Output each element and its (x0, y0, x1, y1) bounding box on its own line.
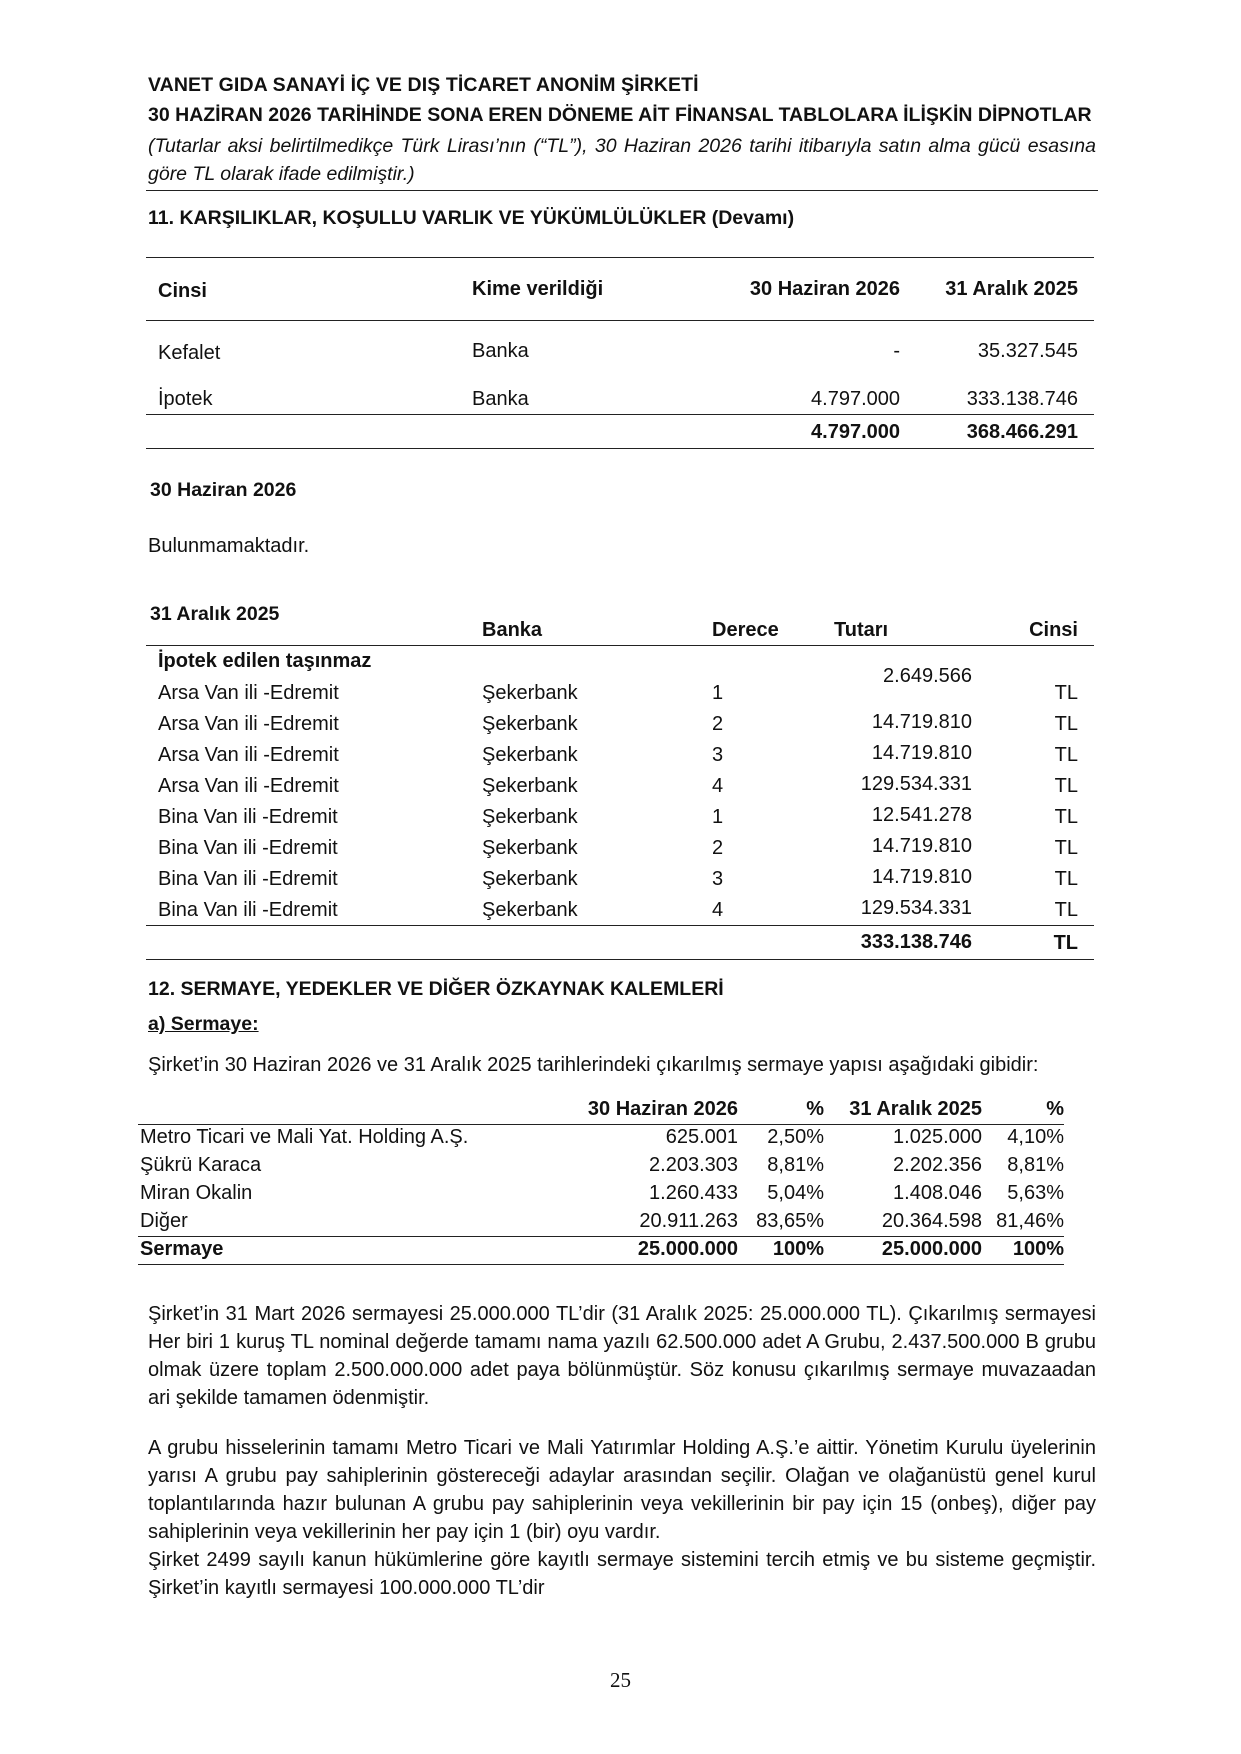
table-cell: 35.327.545 (977, 340, 1078, 362)
table-cell: 4,10% (1007, 1126, 1064, 1148)
table-cell: 2 (712, 837, 724, 859)
table-row: Arsa Van ili -Edremit (158, 713, 339, 735)
table-cell: 129.534.331 (860, 897, 972, 919)
table-cell: 5,63% (1007, 1182, 1064, 1204)
table-cell: TL (1054, 682, 1078, 704)
mortgage-header-rule (146, 645, 1094, 646)
capital-header-rule (138, 1124, 1064, 1125)
table-cell: TL (1054, 868, 1078, 890)
table-row: Metro Ticari ve Mali Yat. Holding A.Ş. (140, 1126, 469, 1148)
table1-header-2025: 31 Aralık 2025 (945, 278, 1078, 300)
table-row: Şükrü Karaca (140, 1154, 262, 1176)
table-cell: 129.534.331 (860, 773, 972, 795)
table-cell: 20.911.263 (639, 1210, 738, 1232)
header-divider (146, 190, 1098, 191)
table-cell: 5,04% (767, 1182, 824, 1204)
mortgage-total-amount: 333.138.746 (860, 931, 972, 953)
mortgage-bottom-rule (146, 959, 1094, 960)
table-cell: 1.260.433 (649, 1182, 738, 1204)
table-cell: Şekerbank (482, 744, 578, 766)
table-row: Bina Van ili -Edremit (158, 868, 338, 890)
table1-header-cinsi: Cinsi (158, 280, 207, 302)
table1-total-2025: 368.466.291 (966, 421, 1078, 443)
capital-header-2025: 31 Aralık 2025 (849, 1098, 982, 1120)
mortgage-group-label: İpotek edilen taşınmaz (158, 650, 372, 672)
table-cell: 20.364.598 (881, 1210, 982, 1232)
capital-bottom-rule (138, 1264, 1064, 1265)
mortgage-header-derece: Derece (712, 619, 779, 641)
table-cell: 4 (712, 899, 724, 921)
none-text: Bulunmamaktadır. (148, 535, 310, 557)
table-cell: 14.719.810 (871, 742, 972, 764)
section-11-title: 11. KARŞILIKLAR, KOŞULLU VARLIK VE YÜKÜMLÜLÜKLER (Devamı) (148, 207, 795, 229)
table-cell: 333.138.746 (966, 388, 1078, 410)
capital-paragraph-3: Şirket 2499 sayılı kanun hükümlerine göre kayıtlı sermaye sistemini tercih etmiş ve bu sisteme geçmiştir. Şirket’in kayıtlı sermayesi 100.000.000 TL’dir (148, 1549, 1096, 1599)
mortgage-total-currency: TL (1053, 932, 1078, 954)
table-row: Bina Van ili -Edremit (158, 806, 338, 828)
table-cell: 8,81% (1007, 1154, 1064, 1176)
table-cell: Şekerbank (482, 899, 578, 921)
capital-header-pct1: % (806, 1098, 824, 1120)
table-cell: 2.202.356 (893, 1154, 982, 1176)
heading-30-haziran-2026: 30 Haziran 2026 (150, 479, 297, 501)
capital-total-pct1: 100% (772, 1238, 824, 1260)
table-row: Miran Okalin (140, 1182, 253, 1204)
section-12-title: 12. SERMAYE, YEDEKLER VE DİĞER ÖZKAYNAK KALEMLERİ (148, 978, 724, 1000)
table-row: Bina Van ili -Edremit (158, 837, 338, 859)
table-cell: 4 (712, 775, 724, 797)
table-cell: 2.649.566 (883, 665, 972, 687)
table-row: Arsa Van ili -Edremit (158, 744, 339, 766)
table-cell: 4.797.000 (811, 388, 900, 410)
table-cell: Şekerbank (482, 713, 578, 735)
table-cell: 81,46% (996, 1210, 1064, 1232)
table-cell: 12.541.278 (871, 804, 972, 826)
currency-note: (Tutarlar aksi belirtilmedikçe Türk Lirası’nın (“TL”), 30 Haziran 2026 tarihi itibarıyla satın alma gücü esasına göre TL olarak ifade edilmiştir.) (148, 135, 1096, 185)
table-cell: 2.203.303 (649, 1154, 738, 1176)
table1-header-rule (146, 320, 1094, 321)
capital-total-rule (138, 1236, 1064, 1237)
table-cell: Şekerbank (482, 837, 578, 859)
table-cell: TL (1054, 775, 1078, 797)
table-cell: 83,65% (756, 1210, 824, 1232)
table-cell: 1.408.046 (893, 1182, 982, 1204)
capital-total-2025: 25.000.000 (881, 1238, 982, 1260)
table-cell: 2 (712, 713, 724, 735)
table-row: Arsa Van ili -Edremit (158, 682, 339, 704)
mortgage-header-banka: Banka (482, 619, 543, 641)
table-cell: Şekerbank (482, 775, 578, 797)
table-row: Diğer (140, 1210, 188, 1232)
table-cell: TL (1054, 837, 1078, 859)
mortgage-header-tutari: Tutarı (834, 619, 889, 641)
table-cell: 1.025.000 (893, 1126, 982, 1148)
capital-paragraph-2: A grubu hisselerinin tamamı Metro Ticari ve Mali Yatırımlar Holding A.Ş.’e aittir. Yönetim Kurulu üyelerinin yarısı A grubu pay sahiplerinin göstereceği adaylar arasından seçilir. Olağan ve olağanüstü genel kurul toplantılarında hazır bulunan A grubu pay sahiplerinin veya vekillerinin bir pay için 15 (onbeş), diğer pay sahiplerinin veya vekillerinin her pay için 1 (bir) oyu vardır. (148, 1437, 1096, 1543)
capital-header-pct2: % (1046, 1098, 1064, 1120)
table-cell: Şekerbank (482, 682, 578, 704)
table-cell: 1 (712, 806, 724, 828)
table-row: Arsa Van ili -Edremit (158, 775, 339, 797)
table-cell: 14.719.810 (871, 835, 972, 857)
company-name: VANET GIDA SANAYİ İÇ VE DIŞ TİCARET ANONİM ŞİRKETİ (148, 74, 699, 96)
table-cell: 1 (712, 682, 724, 704)
capital-total-pct2: 100% (1012, 1238, 1064, 1260)
capital-intro: Şirket’in 30 Haziran 2026 ve 31 Aralık 2025 tarihlerindeki çıkarılmış sermaye yapısı aşağıdaki gibidir: (148, 1054, 1039, 1076)
heading-31-aralik-2025: 31 Aralık 2025 (150, 603, 280, 625)
table1-bottom-rule (146, 448, 1094, 449)
table-cell: Banka (472, 388, 529, 410)
table-row: İpotek (158, 388, 213, 410)
table-cell: TL (1054, 744, 1078, 766)
table1-total-rule (146, 414, 1094, 415)
table-cell: 8,81% (767, 1154, 824, 1176)
table1-header-2026: 30 Haziran 2026 (749, 278, 900, 300)
mortgage-total-rule (146, 925, 1094, 926)
capital-total-label: Sermaye (140, 1238, 224, 1260)
table-cell: 2,50% (767, 1126, 824, 1148)
page-number: 25 (610, 1668, 631, 1692)
capital-total-2026: 25.000.000 (637, 1238, 738, 1260)
table-row: Bina Van ili -Edremit (158, 899, 338, 921)
table-cell: 625.001 (665, 1126, 738, 1148)
table-cell: 3 (712, 868, 724, 890)
table-cell: Şekerbank (482, 868, 578, 890)
document-subtitle: 30 HAZİRAN 2026 TARİHİNDE SONA EREN DÖNEME AİT FİNANSAL TABLOLARA İLİŞKİN DİPNOTLAR (148, 104, 1092, 126)
sub-heading-sermaye: a) Sermaye: (148, 1013, 259, 1035)
table1-total-2026: 4.797.000 (811, 421, 900, 443)
capital-header-2026: 30 Haziran 2026 (587, 1098, 738, 1120)
table-cell: TL (1054, 713, 1078, 735)
capital-paragraph-1: Şirket’in 31 Mart 2026 sermayesi 25.000.000 TL’dir (31 Aralık 2025: 25.000.000 TL). Çıkarılmış sermayesi Her biri 1 kuruş TL nominal değerde tamamı nama yazılı 62.500.000 adet A Grubu, 2.437.500.000 B grubu olmak üzere toplam 2.500.000.000 adet paya bölünmüştür. Söz konusu çıkarılmış sermaye muvazaadan ari şekilde tamamen ödenmiştir. (148, 1303, 1096, 1409)
table1-header-kime: Kime verildiği (472, 278, 604, 300)
table-cell: 3 (712, 744, 724, 766)
table-cell: 14.719.810 (871, 711, 972, 733)
table-cell: - (893, 340, 900, 362)
table-cell: TL (1054, 806, 1078, 828)
table-cell: 14.719.810 (871, 866, 972, 888)
mortgage-header-cinsi: Cinsi (1029, 619, 1078, 641)
table-cell: TL (1054, 899, 1078, 921)
table-cell: Şekerbank (482, 806, 578, 828)
table-cell: Banka (472, 340, 529, 362)
table1-top-rule (146, 257, 1094, 258)
table-row: Kefalet (158, 342, 221, 364)
